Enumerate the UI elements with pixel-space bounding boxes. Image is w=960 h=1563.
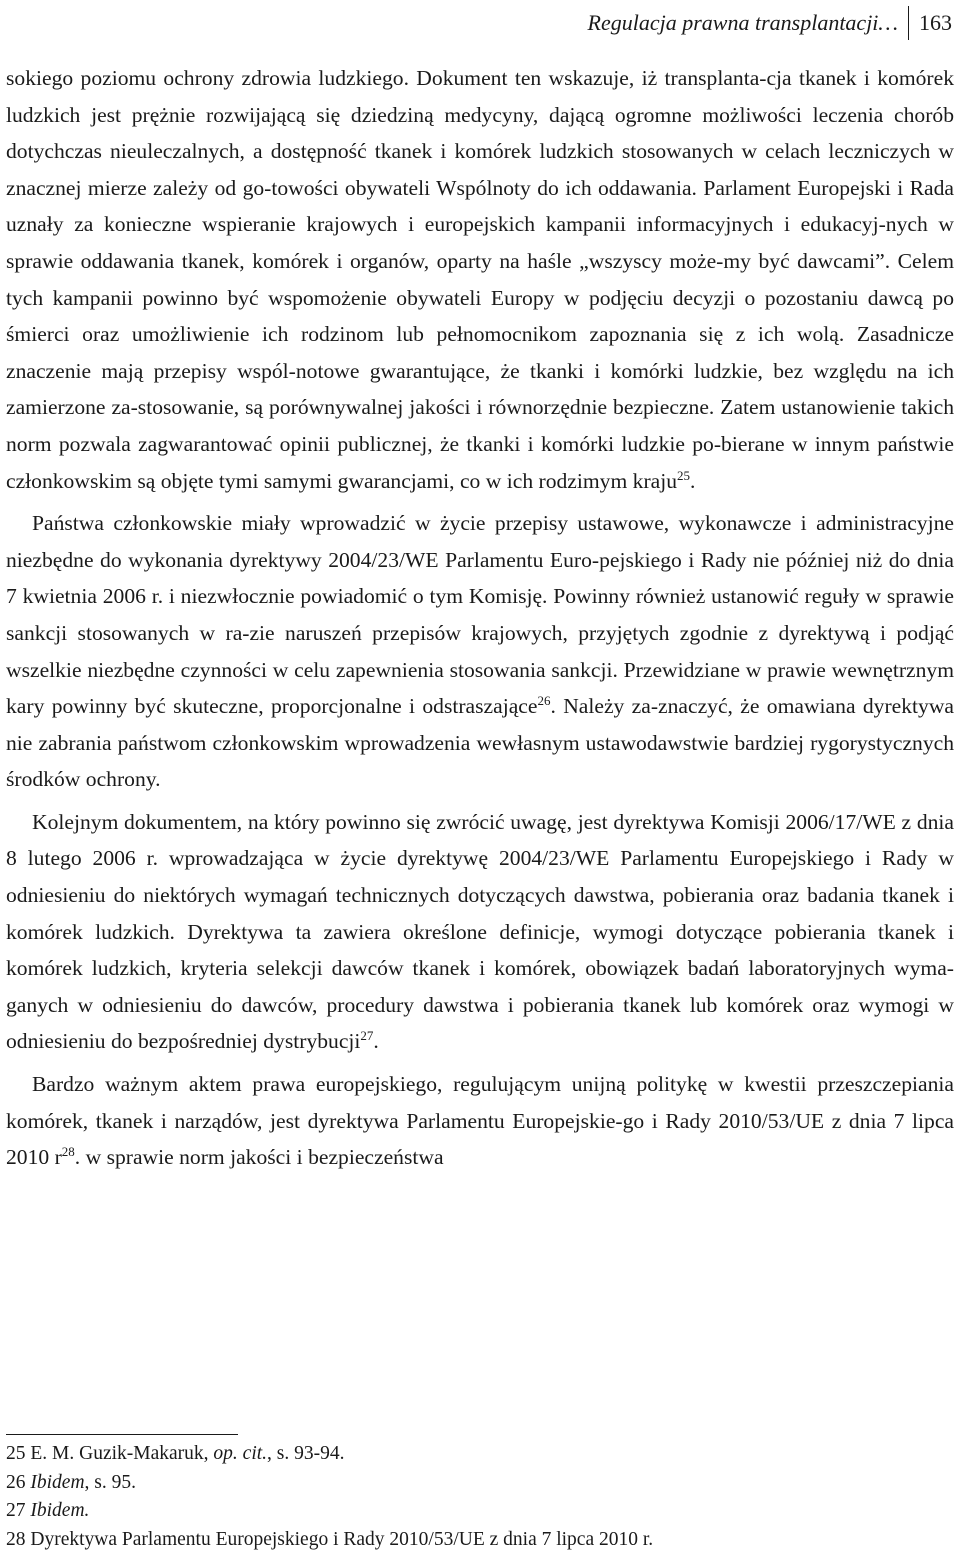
header-divider bbox=[908, 6, 909, 40]
footnote-25: 25 E. M. Guzik-Makaruk, op. cit., s. 93-94. bbox=[6, 1443, 345, 1464]
footnote-ref-26[interactable]: 26 bbox=[537, 692, 551, 708]
footnote-ref-25[interactable]: 25 bbox=[677, 467, 691, 483]
paragraph-4: Bardzo ważnym aktem prawa europejskiego, regulującym unijną politykę w kwestii przeszczepiania komórek, tkanek i narządów, jest dyrektywa Parlamentu Europejskie-go i Rady 2010/53/UE z dnia 7 lipca 2010 $r^{28}$. w sprawie norm jakości i bezpieczeństwa bbox=[6, 1072, 954, 1170]
paragraph-1: sokiego poziomu ochrony zdrowia ludzkiego. Dokument ten wskazuje, iż transplanta-cja tkanek i komórek ludzkich jest prężnie rozwijającą się dziedziną medycyny, dającą ogromne możliwości leczenia chorób dotychczas nieuleczalnych, a dostępność tkanek i komórek ludzkich stosowanych w celach leczniczych w znacznej mierze zależy od go-towości obywateli Wspólnoty do ich oddawania. Parlament Europejski i Rada uznały za konieczne wspieranie krajowych i europejskich kampanii informacyjnych i edukacyj-nych w sprawie oddawania tkanek, komórek i organów, oparty na haśle „wszyscy może-my być dawcami”. Celem tych kampanii powinno być wspomożenie obywateli Europy w podjęciu decyzji o pozostaniu dawcą po śmierci oraz umożliwienie ich rodzinom lub pełnomocnikom zapoznania się z ich wolą. Zasadnicze znaczenie mają przepisy wspól-notowe gwarantujące, że tkanki i komórki ludzkie, bez względu na ich zamierzone za-stosowanie, są porównywalnej jakości i równorzędnie bezpieczne. Zatem ustanowienie takich norm pozwala zagwarantować opinii publicznej, że tkanki i komórki ludzkie po-bierane w innym państwie członkowskim są objęte tymi samymi gwarancjami, co w ich rodzimym kraju$^{25}$. bbox=[6, 66, 954, 493]
footnote-28: 28 Dyrektywa Parlamentu Europejskiego i Rady 2010/53/UE z dnia 7 lipca 2010 r. bbox=[6, 1528, 654, 1550]
footnote-ref-28[interactable]: 28 bbox=[61, 1144, 75, 1160]
footnote-27: 27 Ibidem. bbox=[6, 1500, 90, 1521]
page-number: 163 bbox=[919, 10, 952, 35]
footnotes bbox=[6, 1440, 954, 1554]
footnote-ref-27[interactable]: 27 bbox=[360, 1028, 374, 1044]
paragraph-2: Państwa członkowskie miały wprowadzić w życie przepisy ustawowe, wykonawcze i administracyjne niezbędne do wykonania dyrektywy 2004/23/WE Parlamentu Euro-pejskiego i Rady nie później niż do dnia 7 kwietnia 2006 r. i niezwłocznie powiadomić o tym Komisję. Powinny również ustanowić reguły w sprawie sankcji stosowanych w ra-zie naruszeń przepisów krajowych, przyjętych zgodnie z dyrektywą i podjąć wszelkie niezbędne czynności w celu zapewnienia stosowania sankcji. Przewidziane w prawie wewnętrznym kary powinny być skuteczne, proporcjonalne i odstraszające$^{26}$. Należy za-znaczyć, że omawiana dyrektywa nie zabrania państwom członkowskim wprowadzenia wewłasnym ustawodawstwie bardziej rygorystycznych środków ochrony. bbox=[6, 511, 954, 792]
paragraph-3: Kolejnym dokumentem, na który powinno się zwrócić uwagę, jest dyrektywa Komisji 2006/17/WE z dnia 8 lutego 2006 r. wprowadzająca w życie dyrektywę 2004/23/WE Parlamentu Europejskiego i Rady w odniesieniu do niektórych wymagań technicznych dotyczących dawstwa, pobierania oraz badania tkanek i komórek ludzkich. Dyrektywa ta zawiera określone definicje, wymogi dotyczące pobierania tkanek i komórek ludzkich, kryteria selekcji dawców tkanek i komórek, obowiązek badań laboratoryjnych wyma-ganych w odniesieniu do dawców, procedury dawstwa i pobierania tkanek lub komórek oraz wymogi w odniesieniu do bezpośredniej dystrybucji$^{27}$. bbox=[6, 809, 954, 1054]
footnote-26: 26 Ibidem, s. 95. bbox=[6, 1471, 136, 1493]
running-title: Regulacja prawna transplantacji… bbox=[587, 10, 898, 35]
footnote-separator bbox=[6, 1434, 238, 1435]
running-header bbox=[588, 6, 952, 40]
body-text bbox=[6, 60, 954, 1176]
